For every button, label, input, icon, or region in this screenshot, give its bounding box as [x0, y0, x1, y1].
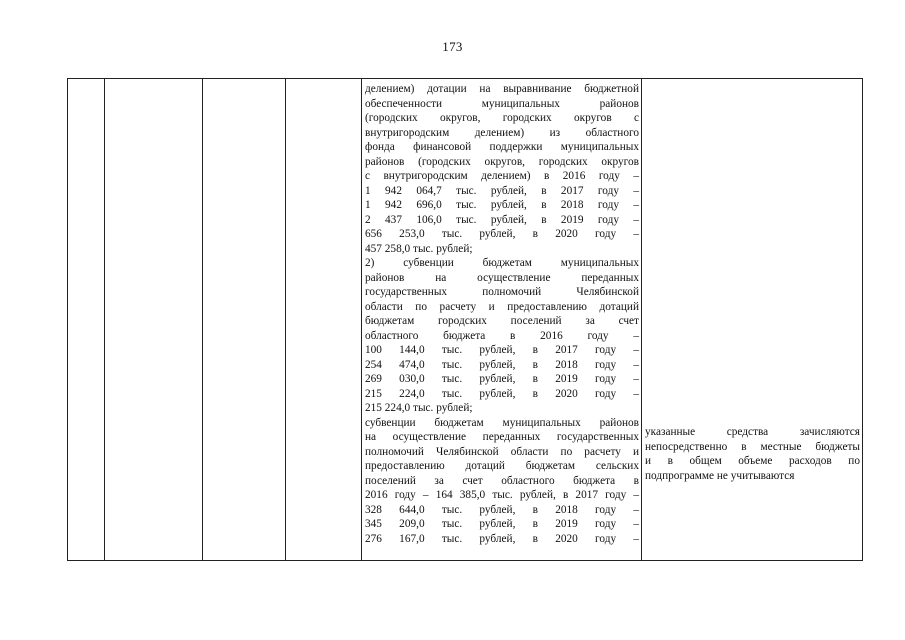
text-line: бюджетам городских поселений за счет [365, 315, 639, 327]
funding-description-cell [365, 82, 639, 546]
note-cell [645, 425, 860, 483]
text-line: и в общем объеме расходов по [645, 455, 860, 467]
text-line: области по расчету и предоставлению дотаций [365, 300, 639, 313]
text-line: государственных полномочий Челябинской [365, 286, 639, 298]
text-line: непосредственно в местные бюджеты [645, 440, 860, 453]
funding-paragraph [365, 416, 639, 547]
text-line: 100 144,0 тыс. рублей, в 2017 году – [365, 344, 639, 356]
text-line: 2 437 106,0 тыс. рублей, в 2019 году – [365, 213, 639, 226]
text-line: 2) субвенции бюджетам муниципальных [365, 257, 639, 269]
funding-paragraph [365, 256, 639, 416]
text-line: (городских округов, городских округов с [365, 112, 639, 124]
text-line: 215 224,0 тыс. рублей, в 2020 году – [365, 387, 639, 400]
text-line: областного бюджета в 2016 году – [365, 329, 639, 342]
text-line: 276 167,0 тыс. рублей, в 2020 году – [365, 532, 639, 545]
column-divider [104, 79, 105, 560]
text-line: 1 942 696,0 тыс. рублей, в 2018 году – [365, 199, 639, 211]
column-divider [641, 79, 642, 560]
text-line: предоставлению дотаций бюджетам сельских [365, 460, 639, 472]
budget-table [67, 78, 863, 561]
text-line: субвенции бюджетам муниципальных районов [365, 416, 639, 429]
text-line: 1 942 064,7 тыс. рублей, в 2017 году – [365, 184, 639, 197]
text-line: подпрограмме не учитываются [645, 469, 795, 482]
text-line: 345 209,0 тыс. рублей, в 2019 году – [365, 518, 639, 530]
text-line: 269 030,0 тыс. рублей, в 2019 году – [365, 373, 639, 385]
funding-paragraph [365, 82, 639, 256]
text-line: поселений за счет областного бюджета в [365, 474, 639, 487]
text-line: районов на осуществление переданных [365, 271, 639, 284]
column-divider [361, 79, 362, 560]
text-line: 328 644,0 тыс. рублей, в 2018 году – [365, 503, 639, 516]
text-line: 2016 году – 164 385,0 тыс. рублей, в 2017 году – [365, 489, 639, 501]
text-line: 457 258,0 тыс. рублей; [365, 242, 473, 255]
text-line: внутригородским делением) из областного [365, 126, 639, 139]
page-number: 173 [442, 39, 463, 54]
text-line: 656 253,0 тыс. рублей, в 2020 году – [365, 228, 639, 240]
text-line: фонда финансовой поддержки муниципальных [365, 141, 639, 153]
text-line: на осуществление переданных государственных [365, 431, 639, 443]
text-line: 254 474,0 тыс. рублей, в 2018 году – [365, 358, 639, 371]
text-line: с внутригородским делением) в 2016 году – [365, 170, 639, 182]
text-line: указанные средства зачисляются [645, 426, 860, 438]
text-line: полномочий Челябинской области по расчету и [365, 445, 639, 458]
column-divider [285, 79, 286, 560]
column-divider [202, 79, 203, 560]
text-line: делением) дотации на выравнивание бюджетной [365, 83, 639, 95]
text-line: районов (городских округов, городских округов [365, 155, 639, 168]
text-line: 215 224,0 тыс. рублей; [365, 402, 473, 414]
text-line: обеспеченности муниципальных районов [365, 97, 639, 110]
